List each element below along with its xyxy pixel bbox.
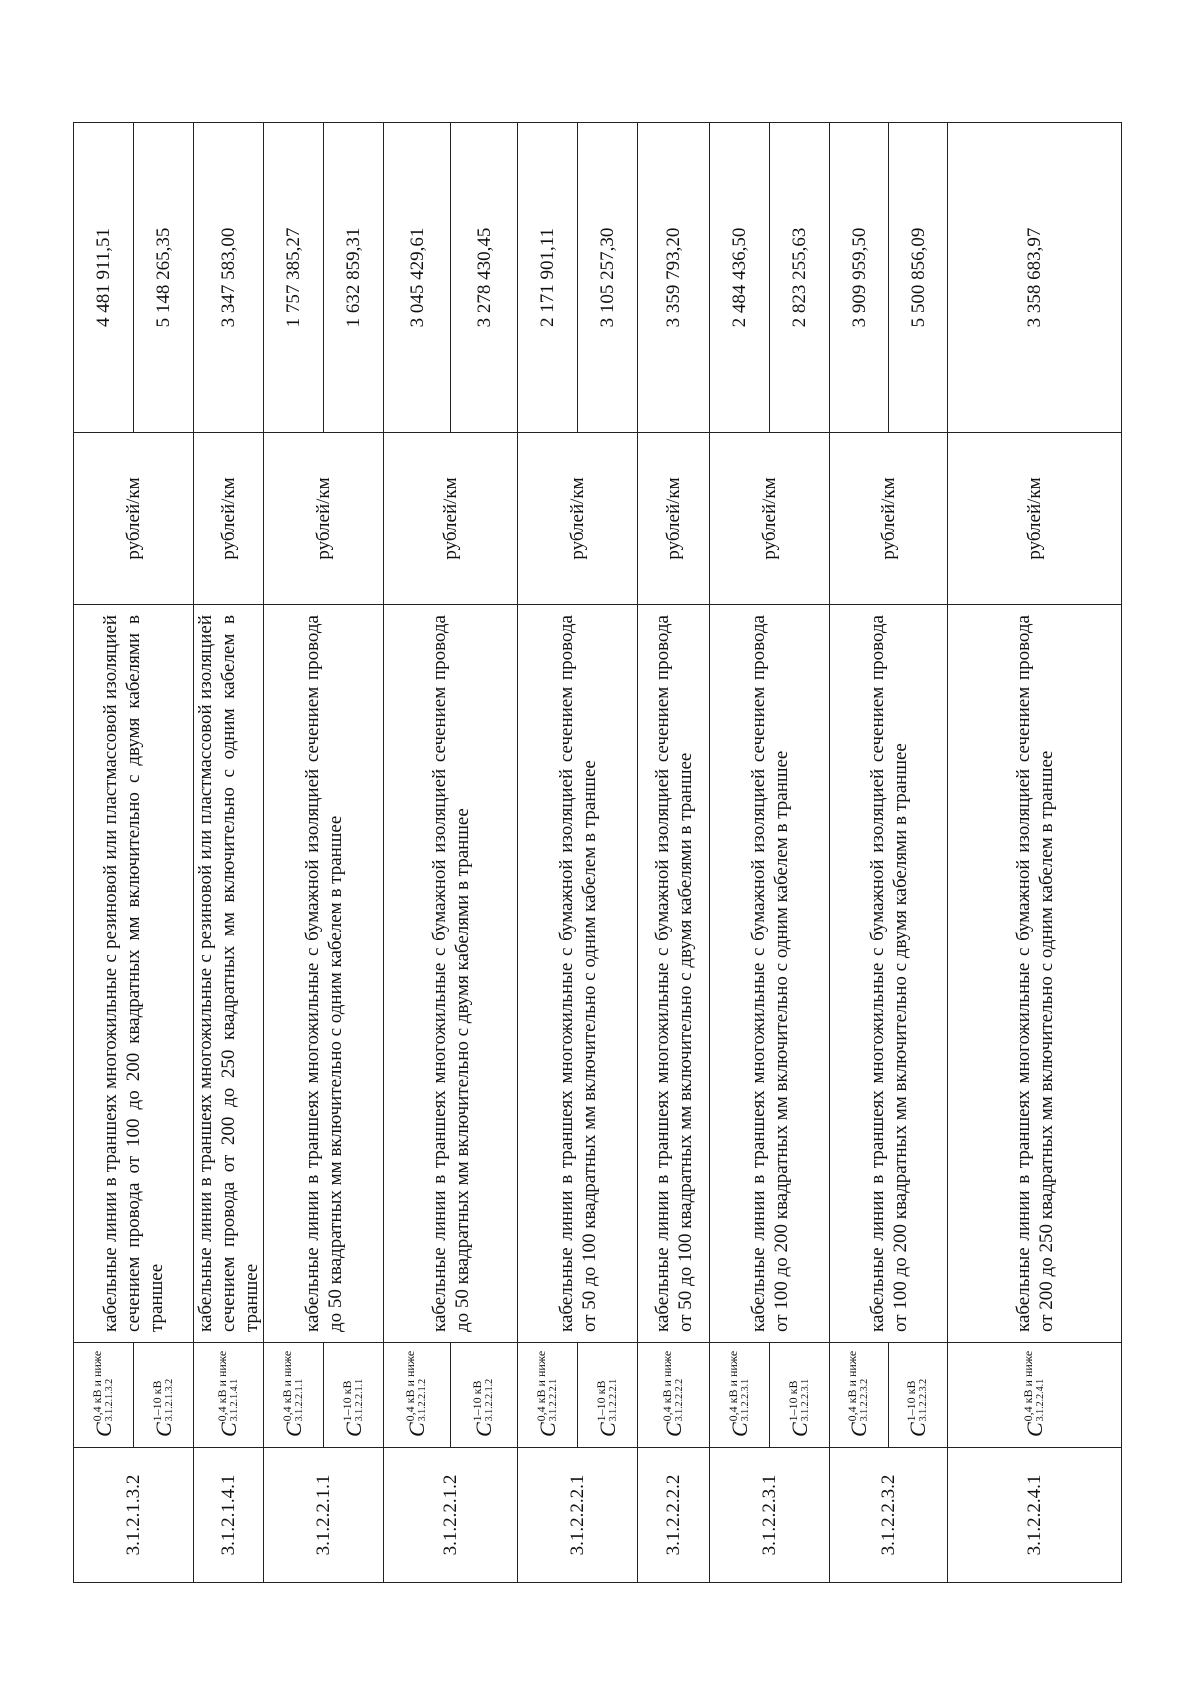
cost-symbol: [151, 1379, 176, 1437]
cost-symbol: [661, 1351, 686, 1437]
symbol-base: C: [471, 1422, 496, 1437]
symbol-cell: [74, 1343, 134, 1448]
symbol-voltage-superscript: 1–10 кВ: [785, 1380, 800, 1422]
item-description: кабельные линии в траншеях многожильные с бумажной изоляцией сечением провода от 200 до 250 квадратных мм включительно с одним кабелем в траншее: [948, 605, 1122, 1343]
cost-symbol: [404, 1351, 429, 1437]
unit-cell: рублей/км: [194, 433, 264, 605]
symbol-voltage-superscript: 0,4 кВ и ниже: [659, 1350, 674, 1422]
symbol-voltage-superscript: 0,4 кВ и ниже: [845, 1350, 859, 1422]
cost-symbol: [535, 1351, 560, 1437]
symbol-base: C: [150, 1422, 176, 1437]
symbol-code-subscript: 3.1.2.2.1.2: [484, 1378, 495, 1422]
rate-value: 5 500 856,09: [889, 123, 948, 433]
table-row: [194, 123, 264, 1583]
symbol-cell: [710, 1343, 770, 1448]
rate-value: 3 278 430,45: [451, 123, 518, 433]
symbol-base: C: [215, 1422, 241, 1437]
symbol-code-subscript: 3.1.2.2.2.1: [607, 1378, 619, 1422]
unit-cell: рублей/км: [264, 433, 384, 605]
unit-cell: рублей/км: [638, 433, 710, 605]
table-row: [830, 123, 889, 1583]
rate-value: 1 757 385,27: [264, 123, 324, 433]
symbol-code-subscript: 3.1.2.1.3.2: [103, 1378, 115, 1422]
symbol-cell: [830, 1343, 889, 1448]
item-description: кабельные линии в траншеях многожильные с бумажной изоляцией сечением провода до 50 квадратных мм включительно с двумя кабелями в траншее: [384, 605, 518, 1343]
symbol-code-subscript: 3.1.2.2.3.1: [799, 1378, 811, 1422]
symbol-cell: [770, 1343, 830, 1448]
rate-value: 2 484 436,50: [710, 123, 770, 433]
symbol-cell: [518, 1343, 578, 1448]
symbol-base: C: [846, 1422, 871, 1437]
unit-cell: рублей/км: [830, 433, 948, 605]
symbol-base: C: [660, 1422, 686, 1437]
cost-symbol: [846, 1351, 871, 1437]
symbol-cell: [948, 1343, 1122, 1448]
item-description: кабельные линии в траншеях многожильные с бумажной изоляцией сечением провода от 100 до 200 квадратных мм включительно с одним кабелем в траншее: [710, 605, 830, 1343]
item-description: кабельные линии в траншеях многожильные с резиновой или пластмассовой изоляцией сечением провода от 200 до 250 квадратных мм включительно с одним кабелем в траншее: [194, 605, 264, 1343]
symbol-base: C: [786, 1422, 812, 1437]
rate-value: 1 632 859,31: [324, 123, 384, 433]
rate-value: 2 171 901,11: [518, 123, 578, 433]
item-code: 3.1.2.2.1.2: [384, 1448, 518, 1583]
symbol-code-subscript: 3.1.2.2.3.2: [918, 1378, 929, 1422]
symbol-cell: [578, 1343, 638, 1448]
symbol-voltage-superscript: 1–10 кВ: [593, 1380, 608, 1422]
symbol-base: C: [280, 1422, 306, 1437]
cost-symbol: [905, 1379, 930, 1437]
symbol-base: C: [404, 1422, 429, 1437]
symbol-cell: [889, 1343, 948, 1448]
symbol-code-subscript: 3.1.2.2.4.1: [1034, 1378, 1046, 1422]
symbol-code-subscript: 3.1.2.2.1.1: [293, 1378, 305, 1422]
symbol-cell: [324, 1343, 384, 1448]
unit-cell: рублей/км: [518, 433, 638, 605]
table-row: [710, 123, 770, 1583]
tariff-table-body: [74, 123, 1122, 1583]
rate-value: 3 358 683,97: [948, 123, 1122, 433]
symbol-voltage-superscript: 0,4 кВ и ниже: [1020, 1350, 1035, 1422]
symbol-code-subscript: 3.1.2.1.3.2: [163, 1378, 175, 1422]
symbol-code-subscript: 3.1.2.2.1.1: [353, 1378, 365, 1422]
symbol-cell: [451, 1343, 518, 1448]
unit-cell: рублей/км: [948, 433, 1122, 605]
item-description: кабельные линии в траншеях многожильные с резиновой или пластмассовой изоляцией сечением провода от 100 до 200 квадратных мм включительно с двумя кабелями в траншее: [74, 605, 194, 1343]
cost-symbol: [91, 1351, 116, 1437]
cost-symbol: [471, 1379, 496, 1437]
symbol-cell: [134, 1343, 194, 1448]
cost-symbol: [1022, 1351, 1047, 1437]
item-code: 3.1.2.2.3.2: [830, 1448, 948, 1583]
rate-value: 5 148 265,35: [134, 123, 194, 433]
symbol-cell: [194, 1343, 264, 1448]
rate-value: 3 347 583,00: [194, 123, 264, 433]
symbol-voltage-superscript: 0,4 кВ и ниже: [533, 1350, 548, 1422]
symbol-base: C: [90, 1422, 116, 1437]
rate-value: 4 481 911,51: [74, 123, 134, 433]
cost-symbol: [281, 1351, 306, 1437]
table-row: [948, 123, 1122, 1583]
cost-symbol: [341, 1379, 366, 1437]
rotated-page: [73, 123, 1121, 1583]
item-description: кабельные линии в траншеях многожильные с бумажной изоляцией сечением провода до 50 квадратных мм включительно с одним кабелем в траншее: [264, 605, 384, 1343]
rate-value: 2 823 255,63: [770, 123, 830, 433]
symbol-base: C: [340, 1422, 366, 1437]
symbol-base: C: [534, 1422, 560, 1437]
item-code: 3.1.2.2.4.1: [948, 1448, 1122, 1583]
unit-cell: рублей/км: [74, 433, 194, 605]
symbol-code-subscript: 3.1.2.1.4.1: [228, 1378, 240, 1422]
symbol-voltage-superscript: 0,4 кВ и ниже: [725, 1350, 740, 1422]
cost-symbol: [787, 1379, 812, 1437]
table-row: [264, 123, 324, 1583]
symbol-cell: [264, 1343, 324, 1448]
symbol-code-subscript: 3.1.2.2.2.1: [547, 1378, 559, 1422]
symbol-code-subscript: 3.1.2.2.3.2: [859, 1378, 870, 1422]
symbol-cell: [384, 1343, 451, 1448]
symbol-code-subscript: 3.1.2.2.2.2: [673, 1378, 685, 1422]
symbol-code-subscript: 3.1.2.2.3.1: [739, 1378, 751, 1422]
rate-value: 3 359 793,20: [638, 123, 710, 433]
item-code: 3.1.2.2.2.2: [638, 1448, 710, 1583]
symbol-voltage-superscript: 1–10 кВ: [149, 1380, 164, 1422]
table-row: [518, 123, 578, 1583]
item-description: кабельные линии в траншеях многожильные с бумажной изоляцией сечением провода от 50 до 100 квадратных мм включительно с одним кабелем в траншее: [518, 605, 638, 1343]
symbol-voltage-superscript: 0,4 кВ и ниже: [403, 1350, 417, 1422]
tariff-table: [73, 122, 1122, 1583]
symbol-voltage-superscript: 1–10 кВ: [339, 1380, 354, 1422]
item-code: 3.1.2.1.4.1: [194, 1448, 264, 1583]
symbol-voltage-superscript: 1–10 кВ: [470, 1380, 484, 1422]
symbol-voltage-superscript: 0,4 кВ и ниже: [279, 1350, 294, 1422]
item-code: 3.1.2.2.1.1: [264, 1448, 384, 1583]
symbol-base: C: [905, 1422, 930, 1437]
cost-symbol: [216, 1351, 241, 1437]
cost-symbol: [727, 1351, 752, 1437]
table-row: [384, 123, 451, 1583]
symbol-base: C: [1021, 1422, 1047, 1437]
symbol-cell: [638, 1343, 710, 1448]
symbol-voltage-superscript: 0,4 кВ и ниже: [214, 1350, 229, 1422]
rate-value: 3 045 429,61: [384, 123, 451, 433]
cost-symbol: [595, 1379, 620, 1437]
symbol-voltage-superscript: 1–10 кВ: [904, 1380, 918, 1422]
unit-cell: рублей/км: [710, 433, 830, 605]
symbol-code-subscript: 3.1.2.2.1.2: [417, 1378, 428, 1422]
symbol-voltage-superscript: 0,4 кВ и ниже: [89, 1350, 104, 1422]
item-description: кабельные линии в траншеях многожильные с бумажной изоляцией сечением провода от 100 до 200 квадратных мм включительно с двумя кабелями в траншее: [830, 605, 948, 1343]
item-code: 3.1.2.1.3.2: [74, 1448, 194, 1583]
item-code: 3.1.2.2.3.1: [710, 1448, 830, 1583]
item-description: кабельные линии в траншеях многожильные с бумажной изоляцией сечением провода от 50 до 100 квадратных мм включительно с двумя кабелями в траншее: [638, 605, 710, 1343]
table-row: [74, 123, 134, 1583]
item-code: 3.1.2.2.2.1: [518, 1448, 638, 1583]
symbol-base: C: [594, 1422, 620, 1437]
rate-value: 3 105 257,30: [578, 123, 638, 433]
table-row: [638, 123, 710, 1583]
rate-value: 3 909 959,50: [830, 123, 889, 433]
symbol-base: C: [726, 1422, 752, 1437]
unit-cell: рублей/км: [384, 433, 518, 605]
